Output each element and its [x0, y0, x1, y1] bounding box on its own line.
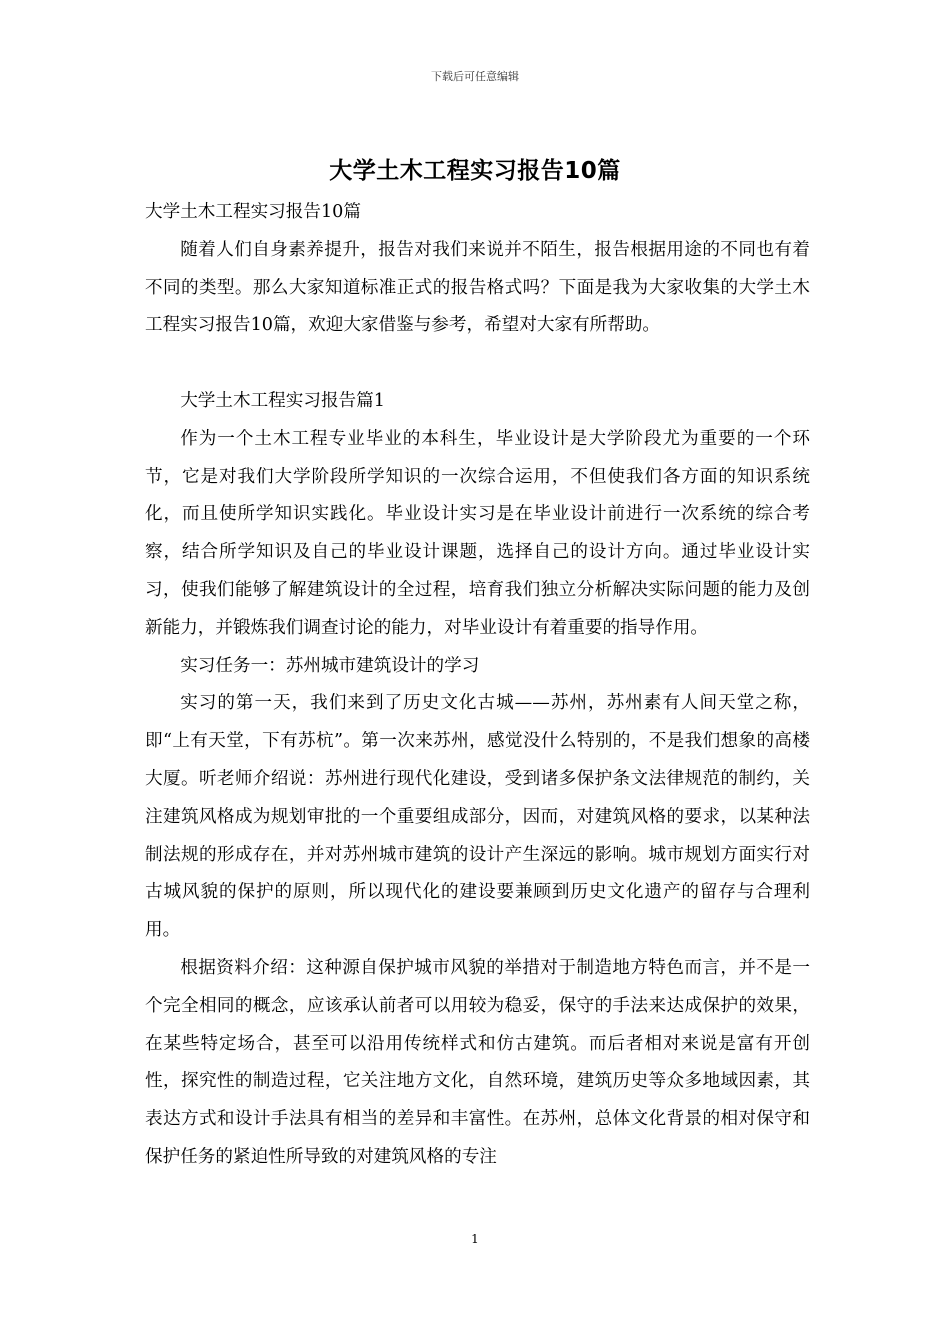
document-body: [145, 194, 810, 1177]
task-heading: 实习任务一：苏州城市建筑设计的学习: [180, 655, 480, 676]
page-number: 1: [471, 1232, 479, 1246]
document-subtitle: 大学土木工程实习报告10篇: [145, 202, 361, 222]
body-paragraph-3: 根据资料介绍：这种源自保护城市风貌的举措对于制造地方特色而言，并不是一个完全相同的概念，应该承认前者可以用较为稳妥，保守的手法来达成保护的效果，在某些特定场合，甚至可以沿用传统样式和仿古建筑。而后者相对来说是富有开创性，探究性的制造过程，它关注地方文化，自然环境，建筑历史等众多地域因素，其表达方式和设计手法具有相当的差异和丰富性。在苏州，总体文化背景的相对保守和保护任务的紧迫性所导致的对建筑风格的专注: [145, 957, 810, 1167]
page-header-note: 下载后可任意编辑: [431, 70, 519, 83]
blank-line: [145, 345, 810, 383]
body-paragraph-2: 实习的第一天，我们来到了历史文化古城——苏州，苏州素有人间天堂之称，即“上有天堂，下有苏杭”。第一次来苏州，感觉没什么特别的，不是我们想象的高楼大厦。听老师介绍说：苏州进行现代化建设，受到诸多保护条文法律规范的制约，关注建筑风格成为规划审批的一个重要组成部分，因而，对建筑风格的要求，以某种法制法规的形成存在，并对苏州城市建筑的设计产生深远的影响。城市规划方面实行对古城风貌的保护的原则，所以现代化的建设要兼顾到历史文化遗产的留存与合理利用。: [145, 693, 810, 941]
document-title: 大学土木工程实习报告10篇: [329, 158, 621, 184]
body-paragraph-1: 作为一个土木工程专业毕业的本科生，毕业设计是大学阶段尤为重要的一个环节，它是对我们大学阶段所学知识的一次综合运用，不但使我们各方面的知识系统化，而且使所学知识实践化。毕业设计实习是在毕业设计前进行一次系统的综合考察，结合所学知识及自己的毕业设计课题，选择自己的设计方向。通过毕业设计实习，使我们能够了解建筑设计的全过程，培育我们独立分析解决实际问题的能力及创新能力，并锻炼我们调查讨论的能力，对毕业设计有着重要的指导作用。: [145, 428, 810, 638]
section-heading: 大学土木工程实习报告篇1: [180, 390, 385, 411]
intro-paragraph: 随着人们自身素养提升，报告对我们来说并不陌生，报告根据用途的不同也有着不同的类型。那么大家知道标准正式的报告格式吗？下面是我为大家收集的大学土木工程实习报告10篇，欢迎大家借鉴与参考，希望对大家有所帮助。: [145, 239, 810, 336]
